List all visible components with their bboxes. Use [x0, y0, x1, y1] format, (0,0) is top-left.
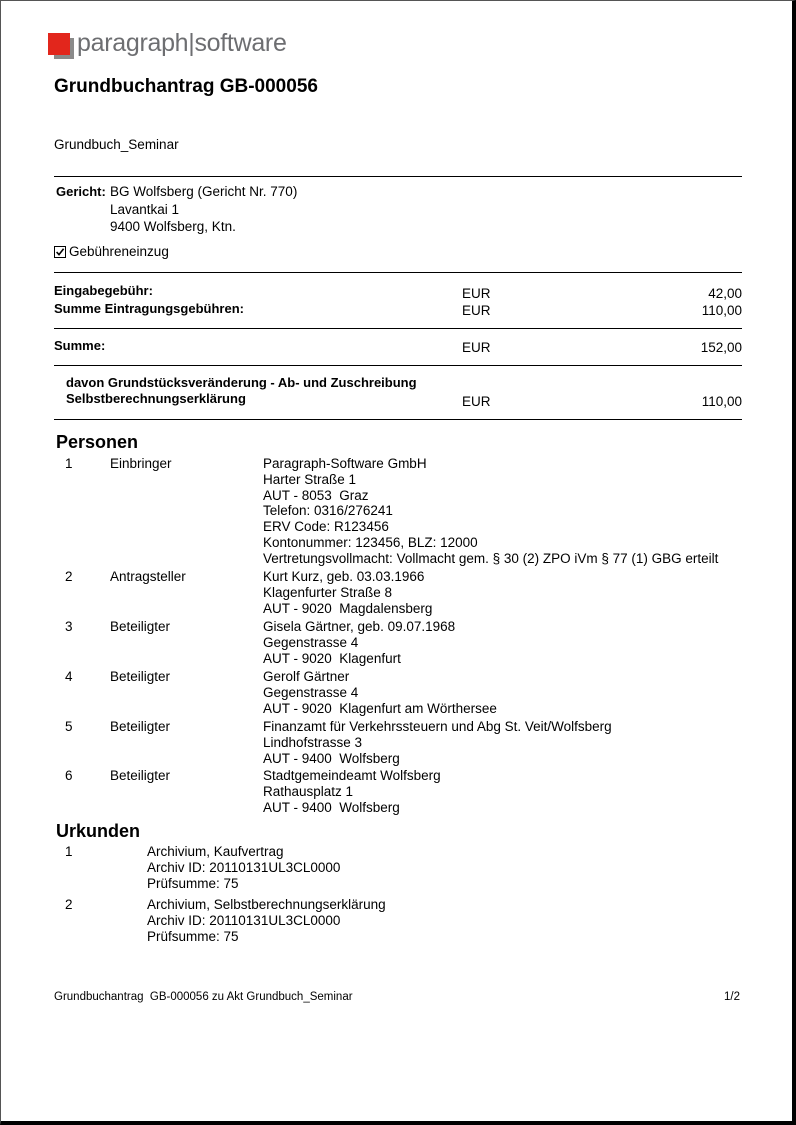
person-detail-line: ERV Code: R123456: [263, 519, 389, 535]
person-detail-line: Kontonummer: 123456, BLZ: 12000: [263, 534, 478, 550]
sum-amount: 152,00: [700, 340, 742, 355]
person-detail-line: Stadtgemeindeamt Wolfsberg: [263, 768, 441, 783]
person-details: [263, 619, 455, 666]
sum-label: Summe:: [54, 338, 106, 353]
person-details: [263, 669, 497, 716]
fee-label: Summe Eintragungsgebühren:: [54, 301, 244, 316]
urkunde-detail-line: Archiv ID: 20110131UL3CL0000: [147, 860, 341, 875]
person-detail-line: Gegenstrasse 4: [263, 634, 359, 650]
fee-label: Eingabegebühr:: [54, 283, 153, 298]
akt-name: Grundbuch_Seminar: [54, 137, 179, 152]
urkunde-detail-line: Archivium, Kaufvertrag: [147, 844, 284, 859]
divider: [54, 176, 742, 177]
person-number: 1: [65, 456, 73, 471]
person-detail-line: Kurt Kurz, geb. 03.03.1966: [263, 569, 425, 584]
divider: [54, 328, 742, 329]
person-detail-line: Paragraph-Software GmbH: [263, 456, 427, 471]
person-details: [263, 569, 432, 616]
gericht-street: Lavantkai 1: [110, 202, 180, 217]
person-number: 3: [65, 619, 73, 634]
logo-wordmark: paragraph|software: [77, 29, 287, 57]
person-role: Beteiligter: [110, 719, 171, 734]
urkunde-details: [147, 844, 340, 892]
person-detail-line: AUT - 9400 Wolfsberg: [263, 799, 400, 815]
urkunden-heading: Urkunden: [56, 821, 141, 841]
person-detail-line: Gegenstrasse 4: [263, 684, 359, 700]
fee-amount: 110,00: [701, 303, 742, 318]
person-detail-line: Klagenfurter Straße 8: [263, 584, 393, 600]
urkunde-detail-line: Archiv ID: 20110131UL3CL0000: [147, 913, 341, 928]
person-role: Beteiligter: [110, 768, 171, 783]
person-number: 4: [65, 669, 73, 684]
person-role: Beteiligter: [110, 669, 171, 684]
person-detail-line: Gisela Gärtner, geb. 09.07.1968: [263, 619, 456, 634]
fee-currency: EUR: [462, 286, 491, 301]
person-details: [263, 719, 612, 766]
davon-label-line: davon Grundstücksveränderung - Ab- und Zuschreibung: [66, 375, 417, 390]
urkunde-detail-line: Prüfsumme: 75: [147, 876, 239, 891]
person-detail-line: Gerolf Gärtner: [263, 669, 350, 684]
gericht-name: BG Wolfsberg (Gericht Nr. 770): [110, 184, 298, 199]
divider: [54, 365, 742, 366]
urkunde-detail-line: Prüfsumme: 75: [147, 929, 239, 944]
sum-currency: EUR: [462, 340, 491, 355]
person-detail-line: Vertretungsvollmacht: Vollmacht gem. § 30 (2) ZPO iVm § 77 (1) GBG erteilt: [263, 550, 719, 566]
person-role: Beteiligter: [110, 619, 171, 634]
footer-page-number: 1/2: [724, 991, 740, 1003]
checkmark-icon: [55, 247, 65, 257]
urkunde-details: [147, 897, 386, 945]
gebuehreneinzug-checkbox: [54, 246, 66, 258]
person-role: Einbringer: [110, 456, 172, 471]
person-detail-line: AUT - 8053 Graz: [263, 487, 369, 503]
person-detail-line: Harter Straße 1: [263, 471, 357, 487]
person-number: 6: [65, 768, 73, 783]
person-detail-line: Telefon: 0316/276241: [263, 503, 393, 519]
footer-text: Grundbuchantrag GB-000056 zu Akt Grundbuch_Seminar: [54, 991, 353, 1003]
davon-currency: EUR: [462, 394, 491, 409]
person-details: [263, 456, 718, 567]
person-details: [263, 768, 441, 815]
person-detail-line: Lindhofstrasse 3: [263, 734, 363, 750]
divider: [54, 419, 742, 420]
person-detail-line: AUT - 9020 Klagenfurt: [263, 650, 401, 666]
gericht-city: 9400 Wolfsberg, Ktn.: [110, 219, 236, 234]
person-role: Antragsteller: [110, 569, 186, 584]
person-number: 2: [65, 569, 73, 584]
person-detail-line: Finanzamt für Verkehrssteuern und Abg St. Veit/Wolfsberg: [263, 719, 612, 734]
person-detail-line: Rathausplatz 1: [263, 783, 354, 799]
personen-heading: Personen: [56, 432, 139, 452]
urkunde-number: 1: [65, 844, 73, 859]
person-detail-line: AUT - 9020 Klagenfurt am Wörthersee: [263, 700, 497, 716]
divider: [54, 272, 742, 273]
gericht-label: Gericht:: [56, 184, 106, 199]
davon-label-line: Selbstberechnungserklärung: [66, 391, 246, 406]
davon-amount: 110,00: [701, 394, 742, 409]
gebuehreneinzug-label: Gebühreneinzug: [69, 244, 169, 259]
person-detail-line: AUT - 9400 Wolfsberg: [263, 750, 400, 766]
urkunde-detail-line: Archivium, Selbstberechnungserklärung: [147, 897, 386, 912]
person-number: 5: [65, 719, 73, 734]
urkunde-number: 2: [65, 897, 73, 912]
logo-red-square-icon: [48, 33, 70, 55]
fee-amount: 42,00: [708, 286, 742, 301]
document-title: Grundbuchantrag GB-000056: [54, 76, 318, 97]
person-detail-line: AUT - 9020 Magdalensberg: [263, 600, 433, 616]
fee-currency: EUR: [462, 303, 491, 318]
